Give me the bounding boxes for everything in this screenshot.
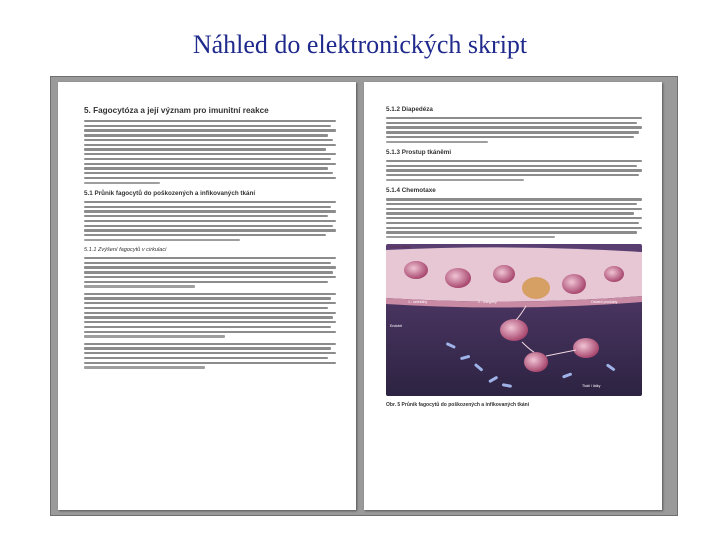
phagocyte-cell bbox=[522, 277, 550, 299]
phagocyte-cell bbox=[445, 268, 471, 288]
figure-label-cell: Ostatní produkty bbox=[591, 300, 618, 305]
figure-illustration bbox=[386, 244, 642, 396]
subsection-heading-5-1-1: 5.1.1 Zvýšení fagocytů v cirkulaci bbox=[84, 247, 167, 254]
prostup-paragraph bbox=[386, 160, 642, 181]
subsection-paragraph-1 bbox=[84, 257, 336, 288]
phagocyte-migration-figure bbox=[386, 244, 642, 396]
subsection-paragraph-3 bbox=[84, 343, 336, 369]
figure-label-selectin: 1 - selektiny bbox=[408, 300, 428, 305]
figure-label-integrin: 2 - integriny bbox=[478, 300, 497, 305]
phagocyte-cell bbox=[604, 266, 624, 282]
phagocyte-cell bbox=[493, 265, 515, 283]
phagocyte-cell bbox=[562, 274, 586, 294]
diapedeza-paragraph bbox=[386, 117, 642, 143]
phagocyte-cell bbox=[404, 261, 428, 279]
migrating-cell bbox=[573, 338, 599, 358]
chapter-heading: 5. Fagocytóza a její význam pro imunitní reakce bbox=[84, 106, 269, 115]
right-page bbox=[364, 82, 662, 510]
slide-title: Náhled do elektronických skript bbox=[192, 30, 528, 59]
figure-label-endothelium: Endotel bbox=[390, 324, 403, 329]
intro-paragraph bbox=[84, 120, 336, 184]
section-5-1-paragraph bbox=[84, 201, 336, 241]
left-page bbox=[58, 82, 356, 510]
subsection-paragraph-2 bbox=[84, 293, 336, 338]
section-heading-chemotaxe: 5.1.4 Chemotaxe bbox=[386, 187, 436, 195]
section-heading-5-1: 5.1 Průnik fagocytů do poškozených a infikovaných tkání bbox=[84, 189, 256, 197]
document-spread bbox=[50, 76, 678, 516]
section-heading-diapedeza: 5.1.2 Diapedéza bbox=[386, 106, 433, 113]
figure-label-vessel: krevní cévka bbox=[390, 245, 411, 250]
chemotaxe-paragraph bbox=[386, 198, 642, 238]
section-heading-prostup: 5.1.3 Prostup tkáněmi bbox=[386, 148, 452, 156]
migrating-cell bbox=[524, 352, 548, 372]
migrating-cell bbox=[500, 319, 528, 341]
figure-label-tissue: Tkáň / látky bbox=[582, 384, 601, 389]
figure-caption: Obr. 5 Průnik fagocytů do poškozených a infikovaných tkání bbox=[386, 402, 530, 409]
